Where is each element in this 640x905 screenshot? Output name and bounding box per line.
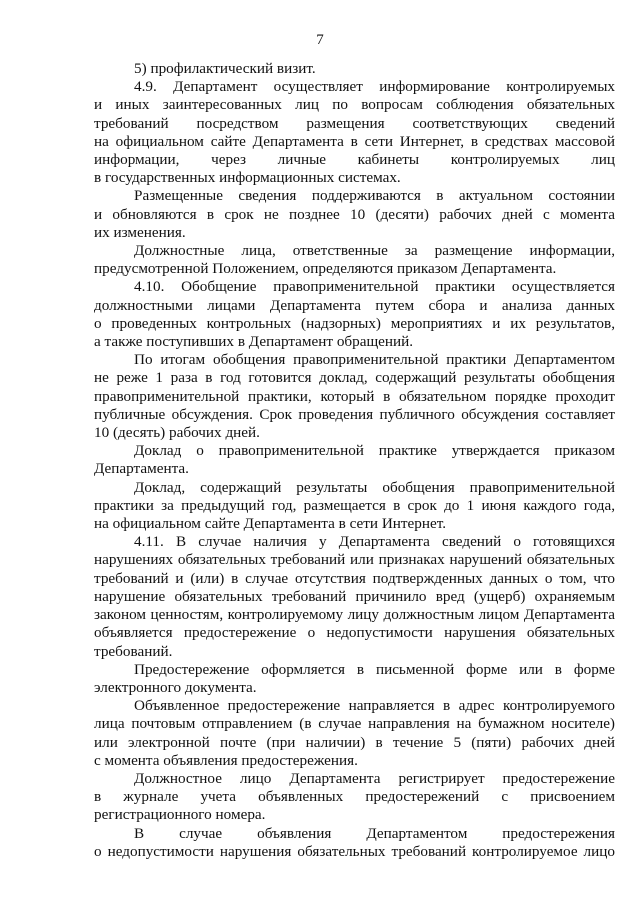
text-line: Должностные лица, ответственные за размещение информации, [134, 242, 615, 260]
text-line: о недопустимости нарушения обязательных требований контролируемое лицо [94, 842, 615, 860]
text-line: По итогам обобщения правоприменительной практики Департаментом [134, 351, 615, 369]
text-line: практики за предыдущий год, размещается в срок до 1 июня каждого года, [94, 496, 615, 514]
text-line: Доклад о правоприменительной практике утверждается приказом [134, 442, 615, 460]
text-line: на официальном сайте Департамента в сети Интернет. [94, 515, 447, 533]
text-line: не реже 1 раза в год готовится доклад, содержащий результаты обобщения [94, 369, 615, 387]
document-body [94, 60, 615, 861]
text-line: Должностное лицо Департамента регистрирует предостережение [134, 769, 615, 787]
text-line: 5) профилактический визит. [134, 60, 316, 77]
text-line: в государственных информационных системах. [94, 169, 401, 187]
text-line: электронного документа. [94, 678, 257, 696]
text-line: с момента объявления предостережения. [94, 751, 358, 769]
text-line: на официальном сайте Департамента в сети Интернет, в средствах массовой [94, 132, 615, 150]
text-line: требований посредством размещения соответствующих сведений [94, 114, 615, 132]
text-line: Объявленное предостережение направляется в адрес контролируемого [134, 697, 615, 715]
text-line: В случае объявления Департаментом предостережения [134, 824, 615, 842]
text-line: Департамента. [94, 460, 189, 478]
text-line: лица почтовым отправлением (в случае направления на бумажном носителе) [94, 715, 615, 733]
text-line: их изменения. [94, 223, 186, 241]
text-line: и иных заинтересованных лиц по вопросам соблюдения обязательных [94, 96, 615, 114]
text-line: требований и (или) в случае отсутствия подтвержденных данных о том, что [94, 569, 615, 587]
text-line: о проведенных контрольных (надзорных) мероприятиях и их результатов, [94, 314, 615, 332]
text-line: нарушениях обязательных требований или признаках нарушений обязательных [94, 551, 615, 569]
page-number: 7 [316, 32, 324, 48]
text-line: или электронной почте (при наличии) в течение 5 (пяти) рабочих дней [94, 733, 615, 751]
text-line: должностными лицами Департамента путем сбора и анализа данных [94, 296, 615, 314]
text-line: Предостережение оформляется в письменной форме или в форме [134, 660, 615, 678]
text-line: 4.10. Обобщение правоприменительной практики осуществляется [134, 278, 615, 296]
text-line: публичные обсуждения. Срок проведения публичного обсуждения составляет [94, 405, 615, 423]
text-line: информации, через личные кабинеты контролируемых лиц [94, 151, 615, 169]
text-line: правоприменительной практики, который в обязательном порядке проходит [94, 387, 615, 405]
text-line: нарушение обязательных требований причинило вред (ущерб) охраняемым [94, 587, 615, 605]
text-line: объявляется предостережение о недопустимости нарушения обязательных [94, 624, 615, 642]
text-line: законом ценностям, контролируемому лицу должностным лицом Департамента [94, 606, 615, 624]
text-line: 4.9. Департамент осуществляет информирование контролируемых [134, 78, 615, 96]
text-line: Доклад, содержащий результаты обобщения правоприменительной [134, 478, 615, 496]
text-line: предусмотренной Положением, определяются приказом Департамента. [94, 260, 557, 278]
text-line: Размещенные сведения поддерживаются в актуальном состоянии [134, 187, 615, 205]
text-line: 4.11. В случае наличия у Департамента сведений о готовящихся [134, 533, 615, 551]
text-line: а также поступивших в Департамент обращений. [94, 333, 414, 351]
text-line: регистрационного номера. [94, 806, 266, 824]
text-line: в журнале учета объявленных предостережений с присвоением [94, 788, 615, 806]
text-line: и обновляются в срок не позднее 10 (десяти) рабочих дней с момента [94, 205, 615, 223]
text-line: 10 (десять) рабочих дней. [94, 424, 260, 442]
text-line: требований. [94, 642, 173, 660]
